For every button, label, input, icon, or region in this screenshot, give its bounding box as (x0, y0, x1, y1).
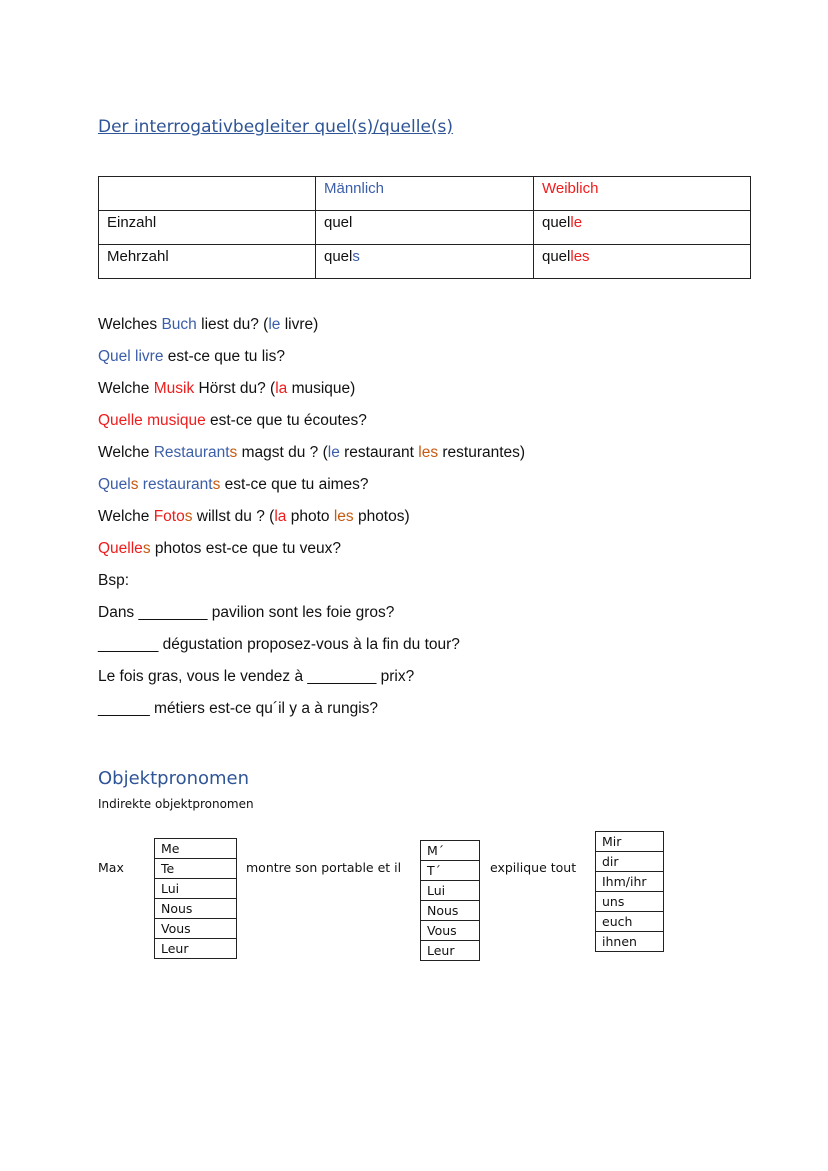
sentence-line (98, 667, 525, 699)
pronoun-cell: Vous (421, 921, 480, 941)
sentence-line (98, 347, 525, 379)
pronoun-cell: Leur (155, 939, 237, 959)
text-segment: restaurant (339, 444, 419, 461)
text-segment: s (212, 476, 221, 493)
text-segment: Quelle musique (98, 412, 206, 429)
text-segment: les (333, 508, 354, 525)
text-segment: Musik (153, 380, 195, 397)
pronoun-cell: Mir (596, 832, 664, 852)
text-segment: s (130, 476, 139, 493)
pronoun-cell: Leur (421, 941, 480, 961)
section-heading: Objektpronomen (98, 768, 250, 789)
text-segment: est-ce que tu aimes? (220, 476, 369, 493)
text-segment: Welche (98, 380, 154, 397)
pronoun-cell: Te (155, 859, 237, 879)
sentence-line (98, 507, 525, 539)
pronoun-box-elided (420, 840, 480, 961)
text-segment: est-ce que tu écoutes? (205, 412, 367, 429)
text-segment: ______ métiers est-ce qu´il y a à rungis? (98, 700, 379, 717)
sentence-line (98, 443, 525, 475)
cell-feminine (534, 211, 751, 245)
sentence-line (98, 699, 525, 731)
cell-masculine (316, 211, 534, 245)
text-segment: willst du ? ( (192, 508, 275, 525)
row-label: Mehrzahl (99, 245, 316, 279)
pronoun-cell: Nous (155, 899, 237, 919)
text-segment: Welche (98, 508, 154, 525)
header-cell: Weiblich (534, 177, 751, 211)
text-segment: photos) (353, 508, 410, 525)
pronoun-box-french (154, 838, 237, 959)
text-segment: Restaurant (153, 444, 230, 461)
pronoun-cell: Vous (155, 919, 237, 939)
text-segment: est-ce que tu lis? (163, 348, 285, 365)
pronoun-cell: dir (596, 852, 664, 872)
text-segment: s (229, 444, 238, 461)
text-segment: livre) (280, 316, 319, 333)
text-segment: la (275, 380, 288, 397)
sentence-line (98, 571, 525, 603)
text-segment: le (570, 214, 583, 231)
text-segment: Foto (153, 508, 185, 525)
text-segment: Welche (98, 444, 154, 461)
pronoun-cell: uns (596, 892, 664, 912)
text-segment: Quel (98, 476, 131, 493)
pronoun-cell: ihnen (596, 932, 664, 952)
text-segment: les (570, 248, 590, 265)
text-segment: resturantes) (438, 444, 526, 461)
text-segment: liest du? ( (196, 316, 269, 333)
text-segment: photo (286, 508, 334, 525)
text-segment: quel (542, 214, 571, 231)
text-segment: quel (324, 214, 353, 231)
verb-phrase-2: expilique tout (490, 860, 577, 875)
text-segment: Le fois gras, vous le vendez à ________ prix? (98, 668, 415, 685)
pronoun-cell: Lui (155, 879, 237, 899)
text-segment: musique) (287, 380, 356, 397)
text-segment: s (142, 540, 151, 557)
quel-table (98, 176, 751, 279)
text-segment: _______ dégustation proposez-vous à la fin du tour? (98, 636, 460, 653)
sentence-line (98, 411, 525, 443)
text-segment: quel (542, 248, 571, 265)
text-segment: magst du ? ( (237, 444, 328, 461)
text-segment: la (274, 508, 287, 525)
table-row (99, 245, 751, 279)
text-segment: le (268, 316, 281, 333)
sentence-line (98, 475, 525, 507)
pronoun-cell: Lui (421, 881, 480, 901)
row-label: Einzahl (99, 211, 316, 245)
text-segment: Welches (98, 316, 162, 333)
section-subheading: Indirekte objektpronomen (98, 797, 254, 811)
sentence-line (98, 539, 525, 571)
example-sentences (98, 315, 525, 731)
text-segment: les (418, 444, 439, 461)
pronoun-cell: M´ (421, 841, 480, 861)
sentence-line (98, 603, 525, 635)
pronoun-cell: euch (596, 912, 664, 932)
pronoun-cell: Nous (421, 901, 480, 921)
header-cell (99, 177, 316, 211)
verb-phrase-1: montre son portable et il (246, 860, 402, 875)
text-segment: Quelle (98, 540, 143, 557)
subject-label: Max (98, 860, 124, 875)
cell-feminine (534, 245, 751, 279)
text-segment: photos est-ce que tu veux? (150, 540, 341, 557)
text-segment: le (327, 444, 340, 461)
text-segment: Dans ________ pavilion sont les foie gros? (98, 604, 395, 621)
pronoun-cell: Me (155, 839, 237, 859)
table-row (99, 211, 751, 245)
text-segment: s (184, 508, 193, 525)
text-segment: s (352, 248, 360, 265)
text-segment: Bsp: (98, 572, 130, 589)
cell-masculine (316, 245, 534, 279)
sentence-line (98, 379, 525, 411)
text-segment: quel (324, 248, 353, 265)
page-title: Der interrogativbegleiter quel(s)/quelle(s) (98, 117, 454, 137)
sentence-line (98, 315, 525, 347)
pronoun-cell: Ihm/ihr (596, 872, 664, 892)
pronoun-cell: T´ (421, 861, 480, 881)
sentence-line (98, 635, 525, 667)
table-header-row (99, 177, 751, 211)
header-cell: Männlich (316, 177, 534, 211)
text-segment: Quel livre (98, 348, 164, 365)
pronoun-box-german (595, 831, 664, 952)
text-segment: restaurant (138, 476, 213, 493)
text-segment: Hörst du? ( (194, 380, 276, 397)
text-segment: Buch (161, 316, 197, 333)
